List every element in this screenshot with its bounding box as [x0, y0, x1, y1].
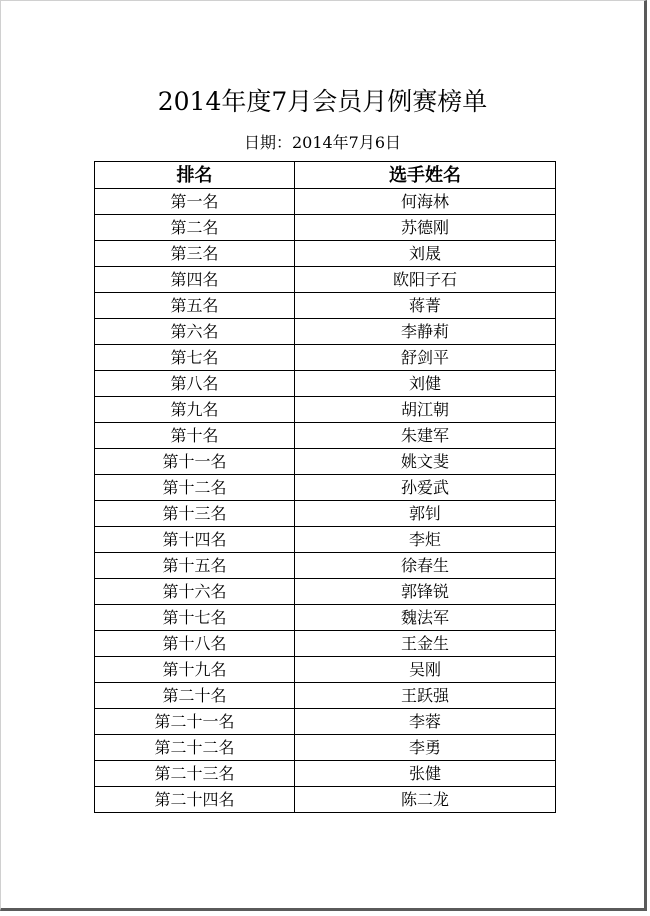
table-row: [95, 475, 556, 501]
date-line: 日期：2014年7月6日: [243, 133, 402, 152]
column-header-name: 选手姓名: [295, 162, 556, 189]
rank-cell: 第一名: [95, 189, 295, 215]
table-row: [95, 241, 556, 267]
rank-cell: 第二名: [95, 215, 295, 241]
table-header-row: [95, 162, 556, 189]
column-header-rank: 排名: [95, 162, 295, 189]
table-row: [95, 371, 556, 397]
player-name-cell: 陈二龙: [295, 787, 556, 813]
player-name-cell: 舒剑平: [295, 345, 556, 371]
table-row: [95, 397, 556, 423]
rank-cell: 第十五名: [95, 553, 295, 579]
rank-cell: 第十二名: [95, 475, 295, 501]
ranking-table: [94, 161, 556, 813]
table-row: [95, 449, 556, 475]
rank-cell: 第七名: [95, 345, 295, 371]
rank-cell: 第九名: [95, 397, 295, 423]
table-row: [95, 605, 556, 631]
rank-cell: 第八名: [95, 371, 295, 397]
rank-cell: 第二十四名: [95, 787, 295, 813]
table-row: [95, 735, 556, 761]
table-row: [95, 319, 556, 345]
table-row: [95, 215, 556, 241]
table-row: [95, 423, 556, 449]
rank-cell: 第二十名: [95, 683, 295, 709]
table-row: [95, 761, 556, 787]
table-row: [95, 345, 556, 371]
rank-cell: 第十六名: [95, 579, 295, 605]
player-name-cell: 蒋菁: [295, 293, 556, 319]
table-row: [95, 527, 556, 553]
table-row: [95, 501, 556, 527]
player-name-cell: 张健: [295, 761, 556, 787]
rank-cell: 第二十一名: [95, 709, 295, 735]
rank-cell: 第六名: [95, 319, 295, 345]
player-name-cell: 何海林: [295, 189, 556, 215]
player-name-cell: 苏德刚: [295, 215, 556, 241]
rank-cell: 第二十三名: [95, 761, 295, 787]
player-name-cell: 胡江朝: [295, 397, 556, 423]
table-row: [95, 709, 556, 735]
rank-cell: 第十八名: [95, 631, 295, 657]
player-name-cell: 刘健: [295, 371, 556, 397]
table-row: [95, 787, 556, 813]
table-row: [95, 657, 556, 683]
rank-cell: 第十名: [95, 423, 295, 449]
player-name-cell: 徐春生: [295, 553, 556, 579]
rank-cell: 第二十二名: [95, 735, 295, 761]
player-name-cell: 姚文斐: [295, 449, 556, 475]
table-body: [95, 189, 556, 813]
table-row: [95, 189, 556, 215]
rank-cell: 第十七名: [95, 605, 295, 631]
rank-cell: 第十四名: [95, 527, 295, 553]
player-name-cell: 魏法军: [295, 605, 556, 631]
rank-cell: 第四名: [95, 267, 295, 293]
table-row: [95, 683, 556, 709]
player-name-cell: 郭钊: [295, 501, 556, 527]
table-row: [95, 579, 556, 605]
rank-cell: 第五名: [95, 293, 295, 319]
player-name-cell: 孙爱武: [295, 475, 556, 501]
rank-cell: 第十九名: [95, 657, 295, 683]
player-name-cell: 李勇: [295, 735, 556, 761]
rank-cell: 第三名: [95, 241, 295, 267]
player-name-cell: 李炬: [295, 527, 556, 553]
table-row: [95, 553, 556, 579]
player-name-cell: 郭锋锐: [295, 579, 556, 605]
table-row: [95, 267, 556, 293]
player-name-cell: 欧阳子石: [295, 267, 556, 293]
player-name-cell: 王跃强: [295, 683, 556, 709]
rank-cell: 第十一名: [95, 449, 295, 475]
player-name-cell: 刘晟: [295, 241, 556, 267]
player-name-cell: 李静莉: [295, 319, 556, 345]
page-title: 2014年度7月会员月例赛榜单: [157, 87, 488, 116]
player-name-cell: 王金生: [295, 631, 556, 657]
table-row: [95, 631, 556, 657]
player-name-cell: 李蓉: [295, 709, 556, 735]
table-row: [95, 293, 556, 319]
player-name-cell: 吴刚: [295, 657, 556, 683]
rank-cell: 第十三名: [95, 501, 295, 527]
player-name-cell: 朱建军: [295, 423, 556, 449]
